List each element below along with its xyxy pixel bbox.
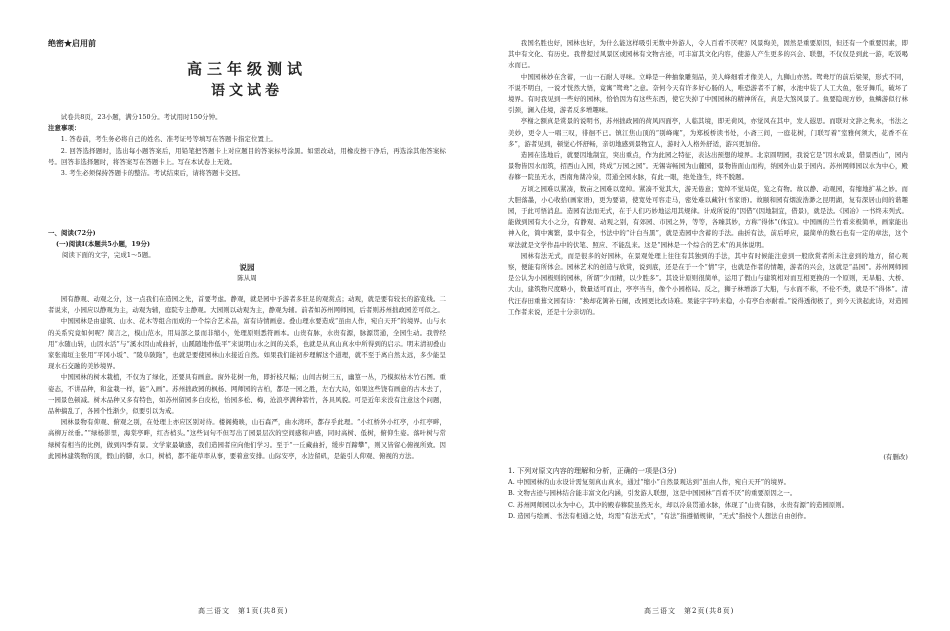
note-item: 3. 考生必须保持答题卡的整洁。考试结束后，请将答题卡交回。 (60, 169, 245, 178)
exam-info: 试卷共8页，23小题，满分150分。考试用时150分钟。 (60, 113, 222, 121)
section-header (48, 228, 446, 284)
article-paragraph: 中国园林是由建筑、山水、花木等组合而成的一个综合艺术品，富有诗情画意。叠山理水要造成“虽由人作，宛自天开”的境界。山与水的关系究竟如何呢？简言之，模山范水，用局部之景而非缩小，处理原则悉符画本。山贵有脉，水贵有源，脉源贯通，全园生动。我曾经用“水随山转，山因水活”与“溪水因山成曲折，山蹊随地作低平”来说明山水之间的关系，也就是从真山真水中所得到的启示。明末清初叠山家张南垣主张用“平冈小坂”、“陵阜陂陁”，也就是要使园林山水接近自然。如果我们能初步理解这个道理，就不至于离自然太远，多少能呈现水石交融的美妙境界。 (48, 317, 446, 371)
answer-option-d: D. 造园与绘画、书法有相通之处，均需“有法无式”，“有法”指遵循规律，“无式”指按个人想法自由创作。 (508, 511, 811, 520)
exam-title: 高三年级测试 (186, 60, 307, 78)
note-item: 2. 回答选择题时，选出每小题答案后，用铅笔把答题卡上对应题目的答案标号涂黑。如需改动，用橡皮擦干净后，再选涂其他答案标号。回答非选择题时，将答案写在答题卡上。写在本试卷上无效。 (48, 146, 446, 166)
page-footer: 高三语文 第2页(共8页) (644, 607, 735, 615)
answer-option-c: C. 苏州网师园以水为中心，其中的殿春簃院虽然无水，却以冷泉贯通水脉，体现了“山贵有脉，水贵有源”的造园原则。 (508, 500, 849, 509)
instructions-block (48, 112, 446, 179)
confidential-mark: 绝密★启用前 (48, 38, 96, 48)
note-item: 1. 答卷前，考生务必将自己的姓名、准考证号等填写在答题卡指定位置上。 (60, 135, 277, 144)
article-paragraph: 造园在选地后，就要因地制宜，突出重点，作为此园之特征，表达出预想的境界。北京圆明园，我说它是“因水成景，借景西山”，园内景物皆因水而筑，招西山入园，终成“万园之园”。无锡寄畅园为山麓园，景物皆面山而构，纳园外山景于园内。苏州网师园以水为中心，殿春簃一院虽无水，西南角凿冷泉，贯通全园水脉，有此一眼，绝处逢生，终不脱题。 (508, 151, 908, 182)
right-page (508, 0, 908, 631)
article-paragraph: 园林有法无式，而是很多的好园林，在景观处理上往往有其独到的手法，其中有时候能注意到一般欣赏者所未注意到的地方，留心观察，便能有所体会。园林艺术的创造与欣赏，说到底，还是在于一个“情”字，也就是作者的情趣，游者的兴会，这就是“品园”。苏州网师园是公认为小园极则的园林，所谓“少而精，以少胜多”。其设计原则很简单，运用了假山与建筑相对而互相更换的一个原则，无旱船、大桥、大山，建筑物尺度略小，数量适可而止，亭亭当当，像个小园格局。反之，狮子林增添了大船，与水面不称，不伦不类，就是不“得体”。清代汪春田重葺文园有诗：“换却花篱补石阑，改园更比改诗难。果能字字吟来稳，小有亭台亦耐看。”说得透彻极了，到今天读起此诗，对造园工作者来说，还是十分亲切的。 (508, 251, 908, 316)
question-stem: 1. 下列对原文内容的理解和分析，正确的一项是(3分) (508, 467, 677, 475)
source-note: (有删改) (883, 453, 908, 461)
article-paragraph: 我国名胜也好，园林也好，为什么能这样吸引无数中外游人，令人百看不厌呢？风景绚美，固然是重要原因，但还有一个重要因素，即其中有文化、有历史。我曾提过风景区或园林有文物古迹，可丰富其文化内容，使游人产生更多的兴会、联想，不仅仅是到此一游，吃饭喝水而已。 (508, 39, 908, 70)
article-paragraph: 园有静观、动观之分，这一点我们在造园之先，首要考虑。静观，就是园中予游者多驻足的观赏点；动观，就是要有较长的游览线。二者说来，小园应以静观为主，动观为辅，庭院专主静观。大园则以动观为主，静观为辅。前者如苏州网师园，后者则苏州拙政园差可似之。 (48, 295, 446, 315)
article-title: 说园 (239, 262, 255, 272)
article-paragraph: 亭榭之额真是赏景的说明书，苏州拙政园的荷风四面亭，人临其境，即无荷风，亦觉风在其中，发人遐思。而联对文辞之隽永，书法之美妙，更令人一唱三叹，徘徊不已。镇江焦山顶的“别峰庵”，为郑板桥读书处，小斋三间，一庭花树，门联写着“室雅何须大，花香不在多”，游者见到，顿觉心怀舒畅，亲切地感到景物宜人，游时入人格外舒适，游兴更加倍。 (508, 117, 908, 148)
answer-option-a: A. 中国园林的山水设计需复刻真山真水，通过“缩小”自然景观达到“虽由人作，宛自天开”的境界。 (508, 478, 791, 487)
subsection-heading: (一)阅读Ⅰ(本题共5小题，19分) (56, 240, 151, 249)
article-paragraph: 中国园林的树木栽植，不仅为了绿化，还要具有画意。窗外花树一角，即折枝尺幅；山间古树三五，幽篁一丛，乃模拟枯木竹石图。重姿态，不讲品种，和盆栽一样，能“入画”。苏州拙政园的枫杨、网师园的古柏，都是一园之胜，左右大局，如果这些饶有画意的古木去了，一园景色顿减。树木品种又多有特色，如苏州留园多白皮松，怡园多松、梅，沧浪亭满种箬竹，各具风貌。可是近年来没有注意这个问题，品种搞乱了，各园个性渐少，似要引以为戒。 (48, 373, 446, 416)
section-heading: 一、阅读(72分) (48, 229, 96, 237)
notes-heading: 注意事项： (48, 124, 81, 133)
left-page (48, 0, 446, 631)
article-paragraph: 园林景物有仰观、俯观之别，在处理上亦应区别对待。楼阁掩映，山石森严，曲水湾环，都存乎此理。“小红桥外小红亭，小红亭畔，高柳万丝垂。”“绿杨影里，海棠亭畔，红杏梢头。”这些词句不但写出了园景层次的空间感和声感，同时高树、低树，俯仰生姿。落叶树与常绿树有相当的比例，做到四季有景。文学家最敏感，我们造园者应向他们学习。至于“一丘藏曲折，缓步百蹄攀”，则又皆留心俯视所致。因此园林建筑物的顶，假山的脚，水口，树梢，都不能草率从事，要着意安排。山际安亭，水边留矶，是能引人仰观、俯视的方法。 (48, 418, 446, 460)
article-right (508, 38, 908, 450)
article-paragraph: 万顷之园难以紧凑，数亩之园难以宽绰。紧凑不觉其大，游无倦意；宽绰不觉局促，览之有物。故以静、动观园，有缩地扩基之妙。而大胆落墨，小心收拾(画家语)，更为要谛，使宽处可容走马，密处难以藏针(书家语)。故颐和园有烟波浩渺之昆明湖，复有深居山间的谐趣园，于此可悟消息。造园有法而无式，在于人们巧妙地运用其规律。计成所说的“因借”(因地制宜，借景)，就是法。《园冶》一书终未列式。能做到园有大小之分，有静观、动观之别，有郊园、市园之异，等等，各臻其妙，方称“得体”(体宜)。中国画的兰竹看来极简单，画家能出神入化，简中寓繁，景中有全，书法中的“计白当黑”，就是造园中含蓄的手法。曲折有法，前后呼应，最简单的数石也有一定的章法，这个章法就是文学作品中的伏笔、照应、不能乱来。这是“园林是一个综合的艺术”的具体说明。 (508, 184, 908, 249)
article-left (48, 294, 446, 594)
exam-subtitle: 语文试卷 (211, 83, 283, 99)
article-author: 陈从周 (237, 273, 257, 282)
answer-option-b: B. 文物古迹与园林结合能丰富文化内涵，引发游人联想，这是中国园林“百看不厌”的重要原因之一。 (508, 489, 797, 498)
reading-instruction: 阅读下面的文字，完成1～5题。 (62, 251, 155, 260)
article-paragraph: 中国园林妙在含蓄，一山一石耐人寻味。立峰是一种抽象雕刻品，美人峰细看才像美人，九狮山亦然。鸳鸯厅的前后梁架，形式不同，不说不明白，一说才恍然大悟，竟寓“鸳鸯”之意。奈何今天有许多好心肠的人，唯恐游者不了解，水池中装了人工大鱼，张牙舞爪，破坏了境界。有时我见到一些好的园林，恰恰因为有这些东西，使它失掉了中国园林的精神所在，真是大煞风景了。鱼要隐现方妙，鱼鳞游似行林引颈，澜入佳境，游者反多增趣味。 (508, 72, 908, 115)
question-1 (508, 466, 908, 522)
page-footer: 高三语文 第1页(共8页) (198, 607, 289, 615)
